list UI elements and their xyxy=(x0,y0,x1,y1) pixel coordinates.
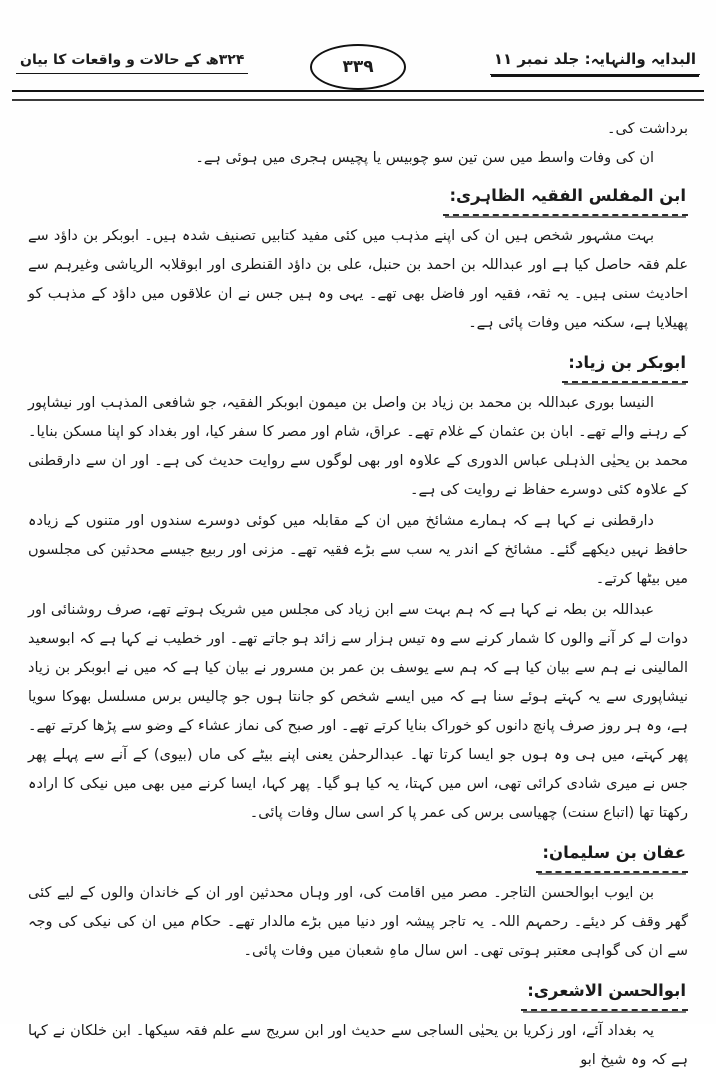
page-number-badge xyxy=(310,44,406,90)
header-divider xyxy=(12,90,704,101)
text-line: ان کی وفات واسط میں سن تین سو چوبیس یا پچیس ہجری میں ہوئی ہے۔ xyxy=(195,150,654,166)
section-heading-abu-bakr-bin-ziyad: ابوبکر بن زیاد: xyxy=(562,348,688,383)
section-heading-affan-bin-sulaiman: عفان بن سلیمان: xyxy=(536,838,688,873)
paragraph: النیسا بوری عبداللہ بن محمد بن زیاد بن واصل بن میمون ابوبکر الفقیہ، جو شافعی المذہب اور نیشاپور کے رہنے والے تھے۔ ابان بن عثمان کے غلام تھے۔ عراق، شام اور مصر کا سفر کیا، اور بغداد کو اپنا مسکن بنایا۔ محمد بن یحیٰی الذہلی عباس الدوری کے علاوہ اور بھی لوگوں سے روایت حدیث کی ہے۔ اور ان سے دارقطنی کے علاوہ کئی دوسرے حفاظ نے روایت کی ہے۔ xyxy=(28,395,688,498)
paragraph: دارقطنی نے کہا ہے کہ ہمارے مشائخ میں ان کے مقابلہ میں کوئی دوسرے سندوں اور متنوں کے زیادہ حافظ نہیں دیکھے گئے۔ مشائخ کے اندر یہ سب سے بڑے فقیہ تھے۔ مزنی اور ربیع جیسے محدثین کی مجلسوں میں بیٹھا کرتے۔ xyxy=(28,513,688,587)
page-number: ۳۳۹ xyxy=(342,57,374,77)
chapter-title: ۳۲۴ھ کے حالات و واقعات کا بیان xyxy=(16,52,248,74)
page-content xyxy=(10,101,706,1075)
paragraph: عبداللہ بن بطہ نے کہا ہے کہ ہم بہت سے ابن زیاد کی مجلس میں شریک ہوتے تھے، صرف روشنائی اور دوات لے کر آنے والوں کا شمار کرنے سے وہ تیس ہزار سے زائد ہو جاتے تھے۔ اور خطیب نے کہا ہے کہ ابوسعید المالینی نے ہم سے بیان کیا ہے کہ ہم سے یوسف بن عمر بن مسرور نے بیان کیا ہے کہ میں نے ابوبکر بن زیاد نیشاپوری سے یہ کہتے ہوئے سنا ہے کہ میں ایسے شخص کو جانتا ہوں جو چالیس برس مسلسل بھوکا سویا ہے، وہ ہر روز صرف پانچ دانوں کو خوراک بنایا کرتے تھے۔ اور صبح کی نماز عشاء کے وضو سے پڑھا کرتے تھے۔ پھر کہتے، میں ہی وہ ہوں جو ایسا کرتا تھا۔ عبدالرحمٰن یعنی اپنے بیٹے کی ماں (بیوی) کے آنے سے پہلے پھر جس نے میری شادی کرائی تھی، اس میں کہتا، یہ کیا ہو گیا۔ پھر کہا، ایسا کرنے میں بھی میں نیکی کا ارادہ رکھتا تھا (اتباع سنت) چھیاسی برس کی عمر پا کر اسی سال وفات پائی۔ xyxy=(28,602,688,821)
paragraph: یہ بغداد آئے، اور زکریا بن یحیٰی الساجی سے حدیث اور ابن سریج سے علم فقہ سیکھا۔ ابن خلکان نے کہا ہے کہ وہ شیخ ابو xyxy=(28,1023,688,1068)
section-heading-abul-hasan-ashari: ابوالحسن الاشعری: xyxy=(521,976,688,1011)
page-header xyxy=(10,44,706,90)
book-title: البدایہ والنہایہ: جلد نمبر ۱۱ xyxy=(490,50,700,75)
text-line: برداشت کی۔ xyxy=(606,121,688,137)
paragraph: بن ایوب ابوالحسن التاجر۔ مصر میں اقامت کی، اور وہاں محدثین اور ان کے خاندان والوں کے لیے کئی گھر وقف کر دیئے۔ رحمہم اللہ۔ یہ تاجر پیشہ اور دنیا میں بڑے مالدار تھے۔ حکام میں ان کی نیکی کی وجہ سے ان کی گواہی معتبر ہوتی تھی۔ اس سال ماہِ شعبان میں وفات پائی۔ xyxy=(28,885,688,959)
paragraph: بہت مشہور شخص ہیں ان کی اپنے مذہب میں کئی مفید کتابیں تصنیف شدہ ہیں۔ ابوبکر بن داؤد سے علم فقہ حاصل کیا ہے اور عبداللہ بن احمد بن حنبل، علی بن داؤد القنطری اور ابوقلابہ الریاشی وغیرہم سے احادیث سنی ہیں۔ یہ ثقہ، فقیہ اور فاضل بھی تھے۔ یہی وہ ہیں جس نے ان علاقوں میں داؤد کے مذہب کو پھیلایا ہے، سکنہ میں وفات پائی ہے۔ xyxy=(28,228,688,331)
section-heading-ibn-muflis: ابن المفلس الفقیہ الظاہری: xyxy=(443,181,688,216)
